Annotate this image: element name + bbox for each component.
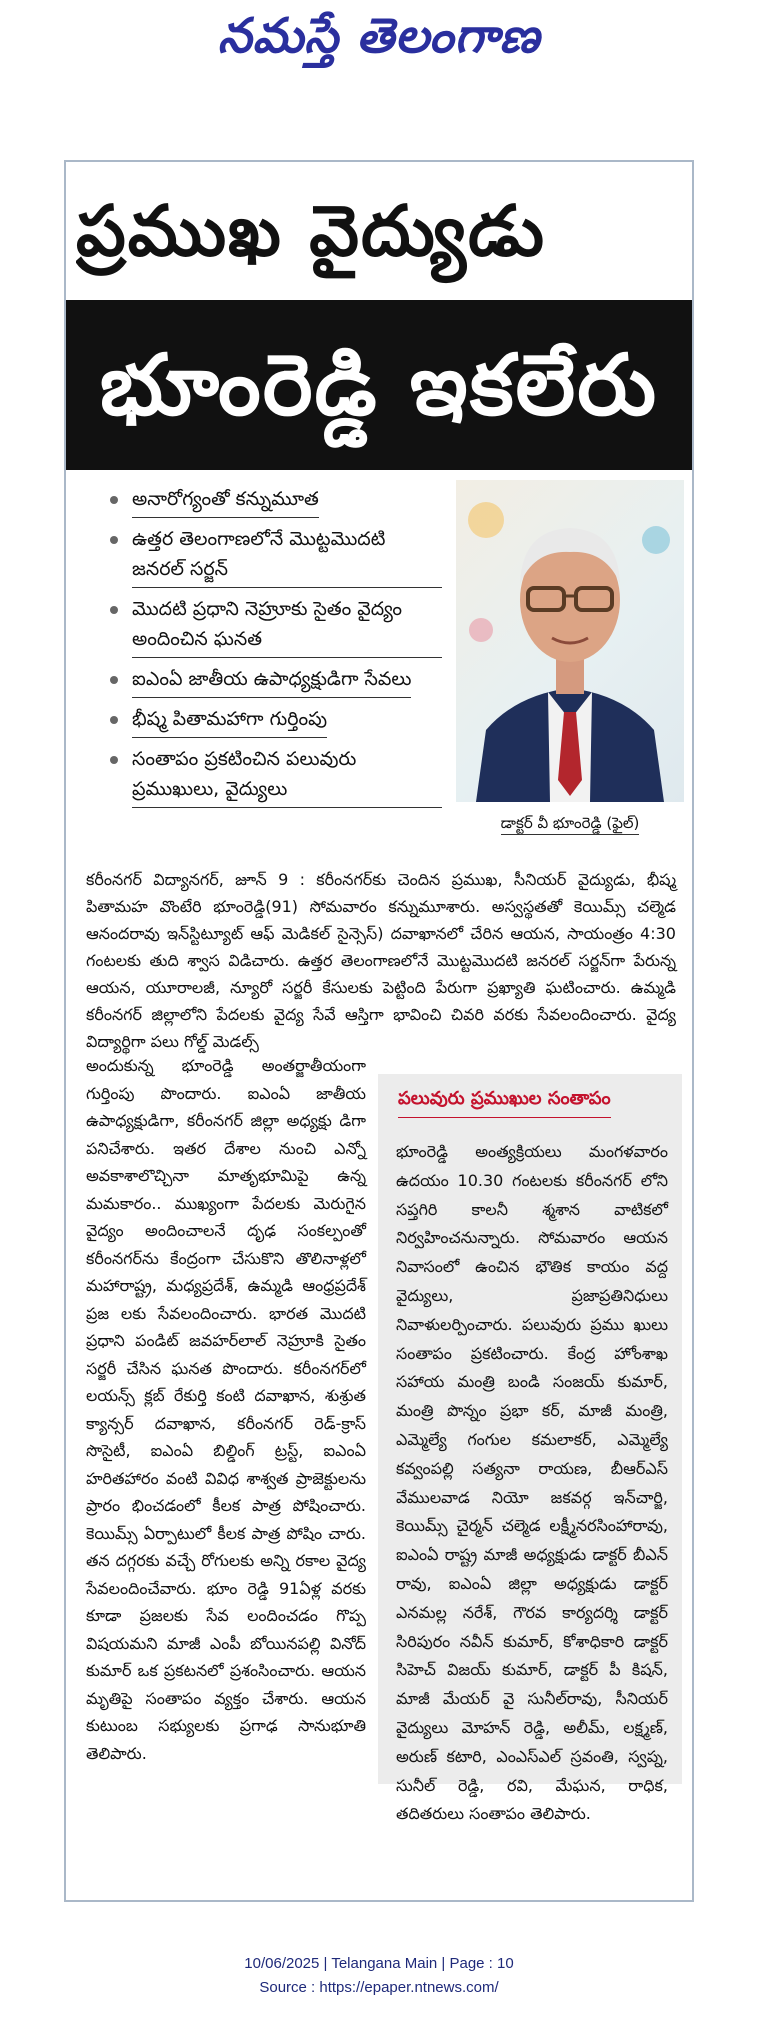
highlight-item: ఉత్తర తెలంగాణలోనే మొట్టమొదటి జనరల్ సర్జన్ bbox=[106, 524, 442, 588]
highlight-item: సంతాపం ప్రకటించిన పలువురు ప్రముఖులు, వైద్యులు bbox=[106, 744, 442, 808]
footer-edition-line: 10/06/2025 | Telangana Main | Page : 10 bbox=[244, 1955, 514, 1972]
highlight-item: ఐఎంఏ జాతీయ ఉపాధ్యక్షుడిగా సేవలు bbox=[106, 664, 442, 698]
highlight-item: మొదటి ప్రధాని నెహ్రూకు సైతం వైద్యం అందించిన ఘనత bbox=[106, 594, 442, 658]
highlights-list bbox=[106, 484, 442, 814]
photo-caption: డాక్టర్ వీ భూంరెడ్డి (ఫైల్) bbox=[456, 812, 684, 834]
sidebar-title: పలువురు ప్రముఖుల సంతాపం bbox=[398, 1088, 611, 1118]
portrait-illustration bbox=[456, 480, 684, 802]
bullet-icon bbox=[110, 756, 118, 764]
page-footer bbox=[0, 1952, 758, 2000]
bullet-icon bbox=[110, 606, 118, 614]
masthead-title: నమస్తే తెలంగాణ bbox=[217, 8, 541, 64]
highlight-item: భీష్మ పితామహాగా గుర్తింపు bbox=[106, 704, 442, 738]
bullet-icon bbox=[110, 676, 118, 684]
footer-source-link[interactable]: Source : https://epaper.ntnews.com/ bbox=[259, 1979, 499, 1996]
article-kicker: ప్రముఖ వైద్యుడు bbox=[76, 190, 546, 272]
highlight-item: అనారోగ్యంతో కన్నుమూత bbox=[106, 484, 442, 518]
portrait-photo bbox=[456, 480, 684, 802]
article-lead: కరీంనగర్ విద్యానగర్, జూన్ 9 : కరీంనగర్‌కు చెందిన ప్రముఖ, సీనియర్ వైద్యుడు, భీష్మ పితామహ వొంటేరి భూంరెడ్డి(91) సోమవారం కన్నుమూశారు. అస్వస్థతతో కెయిమ్స్ చల్మెడ ఆనందరావు ఇన్‌స్టిట్యూట్ ఆఫ్ మెడికల్ సైన్సెస్) దవాఖానలో చేరిన ఆయన, సాయంత్రం 4:30 గంటలకు తుది శ్వాస విడిచారు. ఉత్తర తెలంగాణలోనే మొట్టమొదటి జనరల్ సర్జన్‌గా పేరున్న ఆయన, యూరాలజీ, న్యూరో సర్జరీ కేసులకు పెట్టింది పేరుగా ప్రఖ్యాతి ఘటించారు. ఉమ్మడి కరీంనగర్ జిల్లాలోని పేదలకు వైద్య సేవే ఆస్తిగా భావించి చివరి వరకు సేవలందించారు. వైద్య విద్యార్థిగా పలు గోల్డ్ మెడల్స్ bbox=[86, 870, 676, 1051]
condolence-sidebar bbox=[378, 1074, 682, 1824]
news-clipping bbox=[64, 160, 694, 1902]
masthead bbox=[0, 0, 758, 120]
bullet-icon bbox=[110, 496, 118, 504]
article-headline: భూంరెడ్డి ఇకలేరు bbox=[99, 336, 659, 434]
sidebar-body: భూంరెడ్డి అంత్యక్రియలు మంగళవారం ఉదయం 10.30 గంటలకు కరీంనగర్ లోని సప్తగిరి కాలనీ శ్మశాన వాటికలో నిర్వహించనున్నారు. సోమవారం ఆయన నివాసంలో ఉంచిన భౌతిక కాయం వద్ద వైద్యులు, ప్రజాప్రతినిధులు నివాళులర్పించారు. పలువురు ప్రము ఖులు సంతాపం ప్రకటించారు. కేంద్ర హోంశాఖ సహాయ మంత్రి బండి సంజయ్ కుమార్, మంత్రి పొన్నం ప్రభా కర్, మాజీ మంత్రి, ఎమ్మెల్యే గంగుల కమలాకర్, ఎమ్మెల్యే కవ్వంపల్లి సత్యనా రాయణ, బీఆర్ఎస్ వేములవాడ నియో జకవర్గ ఇన్‌చార్జి, కెయిమ్స్ చైర్మన్ చల్మెడ లక్ష్మీనరసింహారావు, ఐఎంఏ రాష్ట్ర మాజీ అధ్యక్షుడు డాక్టర్ బీఎన్ రావు, ఐఎంఏ జిల్లా అధ్యక్షుడు డాక్టర్ ఎనమల్ల నరేశ్, గౌరవ కార్యదర్శి డాక్టర్ సిరిపురం నవీన్ కుమార్, కోశాధికారి డాక్టర్ సిహెచ్ విజయ్ కుమార్, డాక్టర్ పీ కిషన్, మాజీ మేయర్ వై సునీల్‌రావు, సీనియర్ వైద్యులు మోహన్ రెడ్డి, అలీమ్, లక్ష్మణ్, అరుణ్ కటారి, ఎంఎస్ఎల్ స్రవంతి, స్వప్న, సునీల్ రెడ్డి, రవి, మేఘన, రాధిక, తదితరులు సంతాపం తెలిపారు. bbox=[396, 1142, 668, 1824]
bullet-icon bbox=[110, 536, 118, 544]
headline-band bbox=[66, 300, 692, 470]
article-body-column: అందుకున్న భూంరెడ్డి అంతర్జాతీయంగా గుర్తింపు పొందారు. ఐఎంఏ జాతీయ ఉపాధ్యక్షుడిగా, కరీంనగర్ జిల్లా అధ్యక్షు డిగా పనిచేశారు. ఇతర దేశాల నుంచి ఎన్నో అవకాశాలొచ్చినా మాతృభూమిపై ఉన్న మమకారం.. ముఖ్యంగా పేదలకు మెరుగైన వైద్యం అందించాలనే దృఢ సంకల్పంతో కరీంనగర్‌ను కేంద్రంగా చేసుకొని తొలినాళ్లలో మహారాష్ట్ర, మధ్యప్రదేశ్, ఉమ్మడి ఆంధ్రప్రదేశ్ ప్రజ లకు సేవలందించారు. భారత మొదటి ప్రధాని పండిట్ జవహర్‌లాల్ నెహ్రూకి సైతం సర్జరీ చేసిన ఘనత పొందారు. కరీంనగర్‌లో లయన్స్ క్లబ్ రేకుర్తి కంటి దవాఖాన, శుశ్రుత క్యాన్సర్ దవాఖాన, కరీంనగర్ రెడ్-క్రాస్ సొసైటీ, ఐఎంఏ బిల్డింగ్ ట్రస్ట్, ఐఎంఏ హరితహారం వంటి వివిధ శాశ్వత ప్రాజెక్టులను ప్రారం భించడంలో కీలక పాత్ర పోషించారు. కెయిమ్స్ ఏర్పాటులో కీలక పాత్ర పోషిం చారు. తన దగ్గరకు వచ్చే రోగులకు అన్ని రకాల వైద్య సేవలందించేవారు. భూం రెడ్డి 91ఏళ్ల వరకు కూడా ప్రజలకు సేవ లందించడం గొప్ప విషయమని మాజీ ఎంపీ బోయినపల్లి వినోద్ కుమార్ ఒక ప్రకటనలో ప్రశంసించారు. ఆయన మృతిపై సంతాపం వ్యక్తం చేశారు. ఆయన కుటుంబ సభ్యులకు ప్రగాఢ సానుభూతి తెలిపారు. bbox=[86, 1056, 366, 1763]
bullet-icon bbox=[110, 716, 118, 724]
